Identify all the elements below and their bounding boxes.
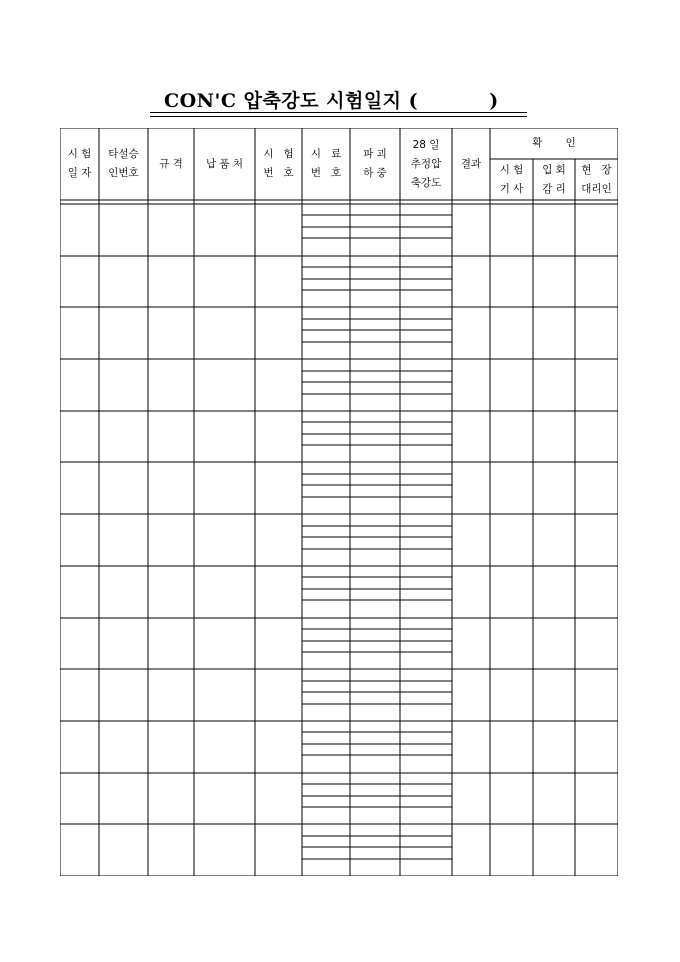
header-supervisor: 입 회 감 리 xyxy=(542,163,566,195)
table-grid xyxy=(60,128,618,876)
test-log-table xyxy=(60,128,618,876)
title-block xyxy=(150,86,527,120)
title-underline-double xyxy=(150,116,527,117)
header-28day-strength: 28 일 추정압 축강도 xyxy=(410,138,442,189)
page-title: CON'C 압축강도 시험일지 ( ) xyxy=(164,90,499,112)
header-result: 결과 xyxy=(460,157,482,170)
title-underline xyxy=(150,112,527,113)
header-pour-approval-no: 타설승 인번호 xyxy=(108,148,139,179)
header-failure-load: 파 괴 하 중 xyxy=(363,148,387,179)
header-test-no: 시 험 번 호 xyxy=(263,148,294,179)
header-tester: 시 험 기 사 xyxy=(499,163,524,195)
header-supplier: 납 품 처 xyxy=(205,157,244,170)
header-specimen-no: 시 료 번 호 xyxy=(310,148,342,179)
header-spec: 규 격 xyxy=(159,157,183,170)
header-test-date: 시 험 일 자 xyxy=(67,148,92,179)
header-site-agent: 현 장 대리인 xyxy=(581,163,612,195)
header-confirmation: 확 인 xyxy=(532,136,576,149)
